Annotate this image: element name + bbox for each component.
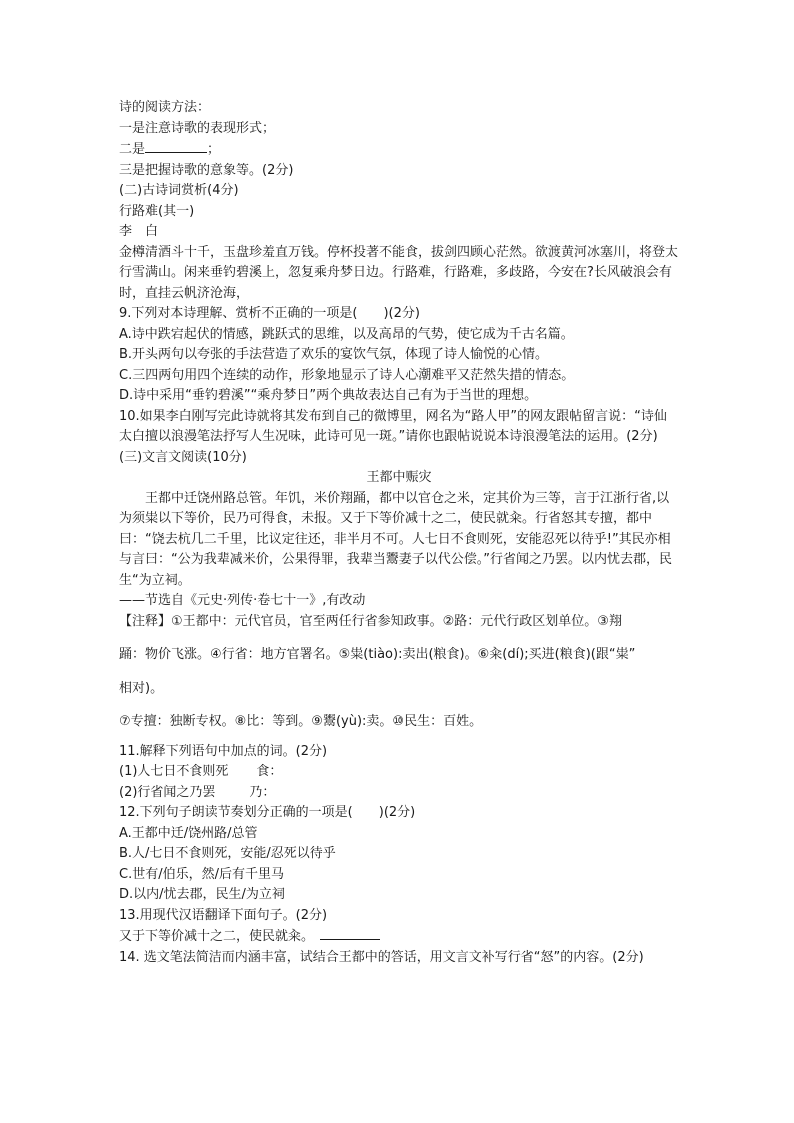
question-12-option-c: C.世有/伯乐，然/后有千里马 bbox=[119, 866, 284, 882]
item-2-word[interactable]: 乃： bbox=[249, 784, 276, 800]
question-9-option-b: B.开头两句以夸张的手法营造了欢乐的宴饮气氛，体现了诗人愉悦的心情。 bbox=[119, 347, 549, 362]
notes-line-2: 踊：物价飞涨。④行省：地方官署名。⑤粜(tiào):卖出(粮食)。⑥籴(dí);买进(粮食)(跟“粜” bbox=[119, 647, 636, 662]
poem-author: 李 白 bbox=[119, 224, 159, 239]
article-text: 王都中迁饶州路总管。年饥，米价翔踊，都中以官仓之米，定其价为三等，言于江浙行省,以为须粜以下等价，民乃可得食，未报。又于下等价减十之二，使民就籴。行省怒其专擅，都中曰：“饶去杭几二千里，比议定往还，非半月不可。人七日不食则死，安能忍死以待乎!”其民亦相与言曰：“公为我辈减米价，公果得罪，我辈当鬻妻子以代公偿。”行省闻之乃罢。以内忧去郡，民生“为立祠。 bbox=[119, 490, 672, 588]
item-1-sentence: (1)人七日不食则死 bbox=[119, 764, 229, 779]
question-12-option-d: D.以内/忧去郡，民生/为立祠 bbox=[119, 887, 285, 902]
poem-title: 行路难(其一) bbox=[119, 203, 195, 219]
article-source: ——节选自《元史·列传·卷七十一》,有改动 bbox=[119, 593, 366, 608]
question-12-stem: 12.下列句子朗读节奏划分正确的一项是( )(2分) bbox=[119, 805, 416, 820]
reading-method-intro: 诗的阅读方法： bbox=[119, 100, 211, 115]
question-9-option-d: D.诗中采用“垂钓碧溪”“乘舟梦日”两个典故表达自己有为于当世的理想。 bbox=[119, 388, 538, 403]
question-9-stem: 9.下列对本诗理解、赏析不正确的一项是( )(2分) bbox=[119, 306, 420, 321]
question-11-item-2 bbox=[119, 783, 679, 804]
question-10: 10.如果李白刚写完此诗就将其发布到自己的微博里，网名为“路人甲”的网友跟帖留言说：“诗仙太白擅以浪漫笔法抒写人生况味，此诗可见一斑。”请你也跟帖说说本诗浪漫笔法的运用。(2分) bbox=[119, 408, 667, 444]
translation-blank[interactable] bbox=[320, 926, 380, 940]
question-12-option-a: A.王都中迁/饶州路/总管 bbox=[119, 825, 258, 841]
section-2-header: (二)古诗词赏析(4分) bbox=[119, 183, 239, 198]
poem-text: 金樽清酒斗十千，玉盘珍羞直万钱。停杯投著不能食，拔剑四顾心茫然。欲渡黄河冰塞川，将登太行雪满山。闲来垂钓碧溪上，忽复乘舟梦日边。行路难，行路难，多歧路，今安在?长风破浪会有时，直挂云帆济沧海， bbox=[119, 244, 679, 301]
question-11-stem: 11.解释下列语句中加点的词。(2分) bbox=[119, 743, 328, 759]
question-13-sentence: 又于下等价减十之二，使民就籴。 bbox=[119, 929, 315, 944]
answer-blank[interactable] bbox=[145, 139, 207, 153]
question-11-item-1 bbox=[119, 762, 679, 783]
line-2-suffix: ； bbox=[207, 142, 221, 157]
notes-line-4: ⑦专擅：独断专权。⑧比：等到。⑨鬻(yù):卖。⑩民生：百姓。 bbox=[119, 714, 483, 729]
reading-method-line-1: 一是注意诗歌的表现形式； bbox=[119, 120, 276, 136]
question-12-option-b: B.人/七日不食则死，安能/忍死以待乎 bbox=[119, 846, 336, 861]
question-14: 14. 选文笔法简洁而内涵丰富，试结合王都中的答话，用文言文补写行省“怒”的内容。(2分) bbox=[119, 949, 644, 965]
article-title: 王都中赈灾 bbox=[366, 470, 432, 485]
question-13-sentence-row bbox=[119, 926, 679, 948]
reading-method-line-2 bbox=[119, 139, 679, 161]
item-2-sentence: (2)行省闻之乃罢 bbox=[119, 784, 216, 800]
question-13-stem: 13.用现代汉语翻译下面句子。(2分) bbox=[119, 907, 328, 923]
notes-line-3: 相对)。 bbox=[119, 680, 164, 696]
question-9-option-a: A.诗中跌宕起伏的情感，跳跃式的思维，以及高昂的气势，使它成为千古名篇。 bbox=[119, 326, 574, 342]
item-1-word[interactable]: 食： bbox=[256, 764, 283, 779]
reading-method-line-3: 三是把握诗歌的意象等。(2分) bbox=[119, 162, 294, 178]
section-3-header: (三)文言文阅读(10分) bbox=[119, 449, 247, 465]
notes-line-1: 【注释】①王都中：元代官员，官至两任行省参知政事。②路：元代行政区划单位。③翔 bbox=[119, 613, 622, 629]
question-9-option-c: C.三四两句用四个连续的动作，形象地显示了诗人心潮难平又茫然失措的情态。 bbox=[119, 367, 575, 383]
line-2-prefix: 二是 bbox=[119, 142, 146, 157]
document-page bbox=[119, 98, 679, 968]
